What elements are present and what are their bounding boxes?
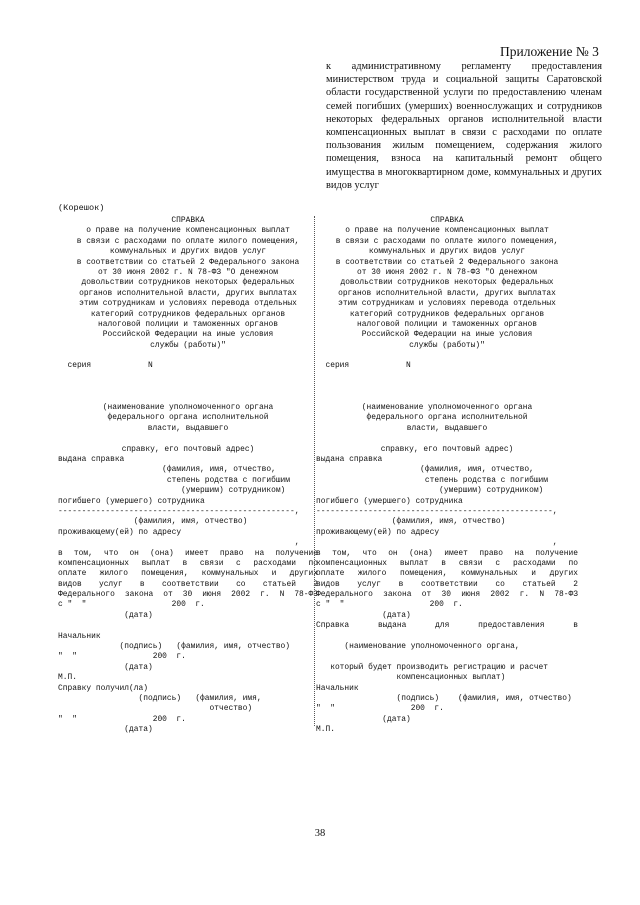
form-line: (наименование уполномоченного органа <box>361 403 533 413</box>
form-line: справку, его почтовый адрес) <box>380 444 514 454</box>
form-line: власти, выдавшего <box>406 423 488 433</box>
form-line: (подпись) (фамилия, имя, отчество) <box>316 693 572 703</box>
form-line: М.П. <box>316 725 335 735</box>
form-line: этим сотрудникам и условиях перевода отдельных <box>338 299 556 309</box>
form-line: (наименование уполномоченного органа <box>102 403 274 413</box>
form-line: оплате жилого помещения, коммунальных и других <box>58 569 318 579</box>
form-line: Начальник <box>316 683 359 693</box>
form-line: от 30 июня 2002 г. N 78-ФЗ "О денежном <box>98 267 278 277</box>
form-line: проживающему(ей) по адресу <box>316 527 440 537</box>
form-line: видов услуг в соответствии со статьей 2 <box>316 579 578 589</box>
form-line: " " 200 г. <box>58 714 186 724</box>
form-line: службы (работы)" <box>409 340 485 350</box>
certificate-column <box>316 216 578 736</box>
form-line: с " " 200 г. <box>316 600 463 610</box>
form-line: налоговой полиции и таможенных органов <box>98 319 278 329</box>
form-line: , <box>58 538 300 548</box>
form-line: " " 200 г. <box>316 704 444 714</box>
form-line: погибшего (умершего) сотрудника <box>58 496 205 506</box>
form-line: (фамилия, имя, отчество, <box>58 465 276 475</box>
form-line: (дата) <box>316 714 411 724</box>
form-line: выдана справка <box>58 454 125 464</box>
form-line: в соответствии со статьей 2 Федерального закона <box>335 257 559 267</box>
form-line: --------------------------------------------------, <box>58 506 300 516</box>
form-line: серия N <box>316 361 411 371</box>
form-line: (дата) <box>316 610 411 620</box>
form-line: (умершим) сотрудником) <box>58 486 286 496</box>
form-line: отчество) <box>58 704 253 714</box>
form-line: коммунальных и других видов услуг <box>109 247 267 257</box>
form-line <box>316 434 578 444</box>
form-line: с " " 200 г. <box>58 600 205 610</box>
appendix-title: Приложение № 3 <box>500 44 599 59</box>
form-line: в связи с расходами по оплате жилого помещения, <box>335 236 559 246</box>
form-line: Федерального закона от 30 июня 2002 г. N 78-ФЗ <box>58 590 318 600</box>
stub-certificate-column <box>58 216 318 736</box>
form-line: (дата) <box>58 610 153 620</box>
form-line <box>316 652 578 662</box>
form-line: оплате жилого помещения, коммунальных и других <box>316 569 578 579</box>
form-line: Справку получил(ла) <box>58 683 148 693</box>
form-line: органов исполнительной власти, других выплатах <box>338 288 556 298</box>
form-line: Российской Федерации на иные условия <box>361 330 533 340</box>
form-line: степень родства с погибшим <box>316 475 549 485</box>
form-line: службы (работы)" <box>150 340 226 350</box>
form-line: органов исполнительной власти, других выплатах <box>79 288 297 298</box>
form-line: компенсационных выплат в связи с расходами по <box>58 558 318 568</box>
form-line <box>316 372 578 382</box>
form-line: Федерального закона от 30 июня 2002 г. N 78-ФЗ <box>316 590 578 600</box>
form-line: категорий сотрудников федеральных органов <box>349 309 545 319</box>
form-line: в том, что он (она) имеет право на получение <box>316 548 578 558</box>
form-line <box>316 351 578 361</box>
form-line: в том, что он (она) имеет право на получение <box>58 548 318 558</box>
form-line: проживающему(ей) по адресу <box>58 527 182 537</box>
form-line <box>58 393 318 403</box>
form-line: в соответствии со статьей 2 Федерального закона <box>76 257 300 267</box>
form-line: (дата) <box>58 662 153 672</box>
form-line: степень родства с погибшим <box>58 475 291 485</box>
page-number: 38 <box>314 828 326 839</box>
form-line: видов услуг в соответствии со статьей 2 <box>58 579 318 589</box>
form-line: (наименование уполномоченного органа, <box>316 642 520 652</box>
form-line: (подпись) (фамилия, имя, отчество) <box>58 642 291 652</box>
form-line: М.П. <box>58 673 77 683</box>
form-line: (умершим) сотрудником) <box>316 486 544 496</box>
form-line: о праве на получение компенсационных выплат <box>345 226 549 236</box>
form-line: коммунальных и других видов услуг <box>368 247 526 257</box>
form-line: СПРАВКА <box>171 216 205 225</box>
form-line <box>58 382 318 392</box>
form-line: власти, выдавшего <box>147 423 229 433</box>
form-line: федерального органа исполнительной <box>107 413 269 423</box>
form-line: категорий сотрудников федеральных органов <box>90 309 286 319</box>
form-line: который будет производить регистрацию и расчет <box>316 662 549 672</box>
form-line: (фамилия, имя, отчество, <box>316 465 534 475</box>
form-line: Российской Федерации на иные условия <box>102 330 274 340</box>
form-line: (фамилия, имя, отчество) <box>316 517 506 527</box>
form-line: " " 200 г. <box>58 652 186 662</box>
form-line: , <box>316 538 558 548</box>
form-line: СПРАВКА <box>430 216 464 225</box>
form-line <box>58 434 318 444</box>
form-line: от 30 июня 2002 г. N 78-ФЗ "О денежном <box>357 267 537 277</box>
form-line: компенсационных выплат) <box>316 673 506 683</box>
form-line: довольствии сотрудников некоторых федеральных <box>81 278 295 288</box>
form-line: Начальник <box>58 631 101 641</box>
form-line <box>58 372 318 382</box>
form-line <box>316 393 578 403</box>
form-line: (фамилия, имя, отчество) <box>58 517 248 527</box>
form-line <box>316 632 578 642</box>
form-line: справку, его почтовый адрес) <box>121 444 255 454</box>
form-line <box>58 351 318 361</box>
form-line: довольствии сотрудников некоторых федеральных <box>340 278 554 288</box>
form-line <box>316 382 578 392</box>
form-line: федерального органа исполнительной <box>366 413 528 423</box>
form-line: в связи с расходами по оплате жилого помещения, <box>76 236 300 246</box>
form-line: --------------------------------------------------, <box>316 506 558 516</box>
form-line: (дата) <box>58 725 153 735</box>
form-line: (подпись) (фамилия, имя, <box>58 693 262 703</box>
form-line: серия N <box>58 361 153 371</box>
cut-line-divider <box>314 216 315 726</box>
form-line: выдана справка <box>316 454 383 464</box>
form-line: этим сотрудникам и условиях перевода отдельных <box>79 299 297 309</box>
form-line: погибшего (умершего) сотрудника <box>316 496 463 506</box>
form-line: о праве на получение компенсационных выплат <box>86 226 290 236</box>
form-line <box>58 621 318 631</box>
form-line: Справка выдана для предоставления в <box>316 621 578 631</box>
form-line: компенсационных выплат в связи с расходами по <box>316 558 578 568</box>
stub-label: (Корешок) <box>58 203 105 213</box>
appendix-reference-text: к административному регламенту предоставления министерством труда и социальной защиты Саратовской области государственной услуги по предоставлению членам семей погибших (умерших) военнослужащих и сотрудников некоторых федеральных органов исполнительной власти компенсационных выплат в связи с расходами по оплате пользования жилым помещением, содержания жилого помещения, взноса на капитальный ремонт общего имущества в многоквартирном доме, коммунальных и других видов услуг <box>326 61 602 191</box>
form-line: налоговой полиции и таможенных органов <box>357 319 537 329</box>
